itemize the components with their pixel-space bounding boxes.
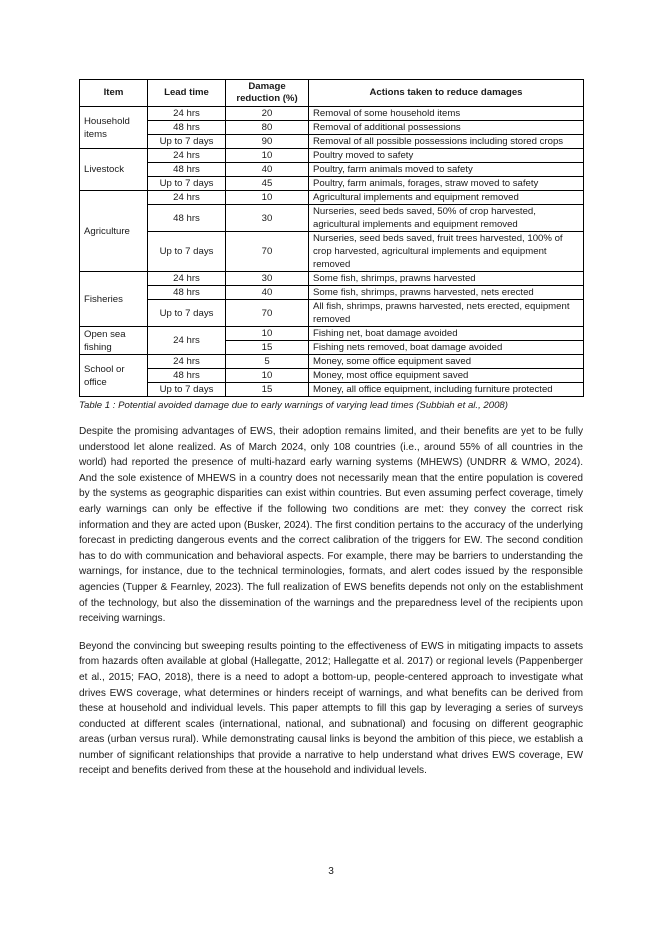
paragraph: Beyond the convincing but sweeping results pointing to the effectiveness of EWS in mitigating impacts to assets from hazards often available at global (Hallegatte, 2012; Hallegatte et al. 2017) or regional levels (Pappenberger et al., 2015; FAO, 2018), there is a need to adopt a bottom-up, people-centered approach to investigate what drives EWS coverage, what determines or hinders receipt of warnings, and what benefits can be derived from these at household and individual levels. This paper attempts to fill this gap by leveraging a series of surveys conducted at different scales (international, national, and subnational) and focusing on different geographic areas (urban versus rural). While demonstrating causal links is beyond the ambition of this piece, we establish a number of significant relationships that provide a narrative to help understand what drives EWS coverage, EW receipt and benefits derived from these at the household and individual levels. bbox=[79, 640, 583, 777]
action-cell: Removal of all possible possessions including stored crops bbox=[309, 135, 584, 149]
table-row bbox=[80, 191, 584, 205]
table-row bbox=[80, 272, 584, 286]
table-row bbox=[80, 327, 584, 341]
damage-reduction-cell: 40 bbox=[226, 286, 309, 300]
damage-reduction-cell: 70 bbox=[226, 300, 309, 327]
action-cell: Removal of additional possessions bbox=[309, 121, 584, 135]
lead-time-cell: 24 hrs bbox=[148, 355, 226, 369]
lead-time-cell: 48 hrs bbox=[148, 369, 226, 383]
damage-reduction-cell: 30 bbox=[226, 205, 309, 232]
action-cell: Poultry, farm animals moved to safety bbox=[309, 163, 584, 177]
action-cell: Agricultural implements and equipment removed bbox=[309, 191, 584, 205]
damage-reduction-cell: 20 bbox=[226, 107, 309, 121]
action-cell: Money, most office equipment saved bbox=[309, 369, 584, 383]
item-cell: Open sea fishing bbox=[80, 327, 148, 355]
table-body bbox=[80, 107, 584, 397]
header-actions: Actions taken to reduce damages bbox=[309, 80, 584, 107]
item-cell: School or office bbox=[80, 355, 148, 397]
table-row bbox=[80, 107, 584, 121]
lead-time-cell: Up to 7 days bbox=[148, 177, 226, 191]
damage-reduction-cell: 10 bbox=[226, 191, 309, 205]
table-row bbox=[80, 355, 584, 369]
damage-reduction-cell: 5 bbox=[226, 355, 309, 369]
lead-time-cell: 24 hrs bbox=[148, 327, 226, 355]
table-row bbox=[80, 135, 584, 149]
damage-reduction-cell: 30 bbox=[226, 272, 309, 286]
table-row bbox=[80, 300, 584, 327]
table-row bbox=[80, 121, 584, 135]
header-item: Item bbox=[80, 80, 148, 107]
table-row bbox=[80, 286, 584, 300]
lead-time-cell: 48 hrs bbox=[148, 163, 226, 177]
action-cell: Some fish, shrimps, prawns harvested, nets erected bbox=[309, 286, 584, 300]
action-cell: Fishing net, boat damage avoided bbox=[309, 327, 584, 341]
table-row bbox=[80, 177, 584, 191]
action-cell: Some fish, shrimps, prawns harvested bbox=[309, 272, 584, 286]
lead-time-cell: 48 hrs bbox=[148, 205, 226, 232]
table-row bbox=[80, 383, 584, 397]
lead-time-cell: Up to 7 days bbox=[148, 135, 226, 149]
action-cell: Poultry, farm animals, forages, straw moved to safety bbox=[309, 177, 584, 191]
damage-reduction-cell: 80 bbox=[226, 121, 309, 135]
damage-reduction-cell: 90 bbox=[226, 135, 309, 149]
damage-reduction-cell: 15 bbox=[226, 341, 309, 355]
action-cell: Removal of some household items bbox=[309, 107, 584, 121]
item-cell: Agriculture bbox=[80, 191, 148, 272]
table-caption: Table 1 : Potential avoided damage due to early warnings of varying lead times (Subbiah et al., 2008) bbox=[79, 400, 508, 411]
action-cell: Nurseries, seed beds saved, fruit trees harvested, 100% of crop harvested, agricultural implements and equipment removed bbox=[309, 232, 584, 272]
action-cell: Nurseries, seed beds saved, 50% of crop harvested, agricultural implements and equipment removed bbox=[309, 205, 584, 232]
header-damage-reduction: Damage reduction (%) bbox=[226, 80, 309, 107]
table-row bbox=[80, 149, 584, 163]
action-cell: Poultry moved to safety bbox=[309, 149, 584, 163]
damage-table bbox=[79, 79, 584, 397]
lead-time-cell: 24 hrs bbox=[148, 272, 226, 286]
lead-time-cell: Up to 7 days bbox=[148, 232, 226, 272]
table-row bbox=[80, 205, 584, 232]
action-cell: Fishing nets removed, boat damage avoided bbox=[309, 341, 584, 355]
table-row bbox=[80, 163, 584, 177]
damage-reduction-cell: 10 bbox=[226, 149, 309, 163]
item-cell: Fisheries bbox=[80, 272, 148, 327]
damage-reduction-cell: 70 bbox=[226, 232, 309, 272]
damage-reduction-cell: 45 bbox=[226, 177, 309, 191]
table-row bbox=[80, 232, 584, 272]
damage-reduction-cell: 15 bbox=[226, 383, 309, 397]
damage-reduction-cell: 10 bbox=[226, 369, 309, 383]
item-cell: Household items bbox=[80, 107, 148, 149]
page-content bbox=[79, 79, 583, 779]
lead-time-cell: 24 hrs bbox=[148, 149, 226, 163]
lead-time-cell: 24 hrs bbox=[148, 191, 226, 205]
header-lead-time: Lead time bbox=[148, 80, 226, 107]
lead-time-cell: 48 hrs bbox=[148, 286, 226, 300]
action-cell: Money, some office equipment saved bbox=[309, 355, 584, 369]
item-cell: Livestock bbox=[80, 149, 148, 191]
table-header-row bbox=[80, 80, 584, 107]
lead-time-cell: 48 hrs bbox=[148, 121, 226, 135]
action-cell: Money, all office equipment, including furniture protected bbox=[309, 383, 584, 397]
lead-time-cell: Up to 7 days bbox=[148, 300, 226, 327]
paragraph: Despite the promising advantages of EWS, their adoption remains limited, and their benefits are yet to be fully understood let alone realized. As of March 2024, only 108 countries (i.e., around 55% of all countries in the world) had reported the presence of multi-hazard early warning systems (MHEWS) (UNDRR & WMO, 2024). And the sole existence of MHEWS in a country does not necessarily mean that the entire population is covered by the systems as geographic disparities can exist within countries. But even assuming perfect coverage, timely early warnings can only be effective if the following two conditions are met: they convey the correct risk information and they are acted upon (Busker, 2024). The first condition pertains to the accuracy of the underlying forecast in predicting dangerous events and the correct calibration of the triggers for EW. The second condition has to do with communication and behavioral aspects. For example, there may be barriers to understanding the warnings, for instance, due to the technical terminologies, formats, and alert codes issued by the responsible agencies (Tupper & Fearnley, 2023). The full realization of EWS benefits depends not only on the establishment of the technology, but also the dissemination of the warnings and the preparedness level of the recipients upon receiving warnings. bbox=[79, 426, 583, 625]
damage-reduction-cell: 40 bbox=[226, 163, 309, 177]
lead-time-cell: Up to 7 days bbox=[148, 383, 226, 397]
action-cell: All fish, shrimps, prawns harvested, nets erected, equipment removed bbox=[309, 300, 584, 327]
table-row bbox=[80, 369, 584, 383]
page-number: 3 bbox=[328, 866, 334, 877]
damage-reduction-cell: 10 bbox=[226, 327, 309, 341]
lead-time-cell: 24 hrs bbox=[148, 107, 226, 121]
